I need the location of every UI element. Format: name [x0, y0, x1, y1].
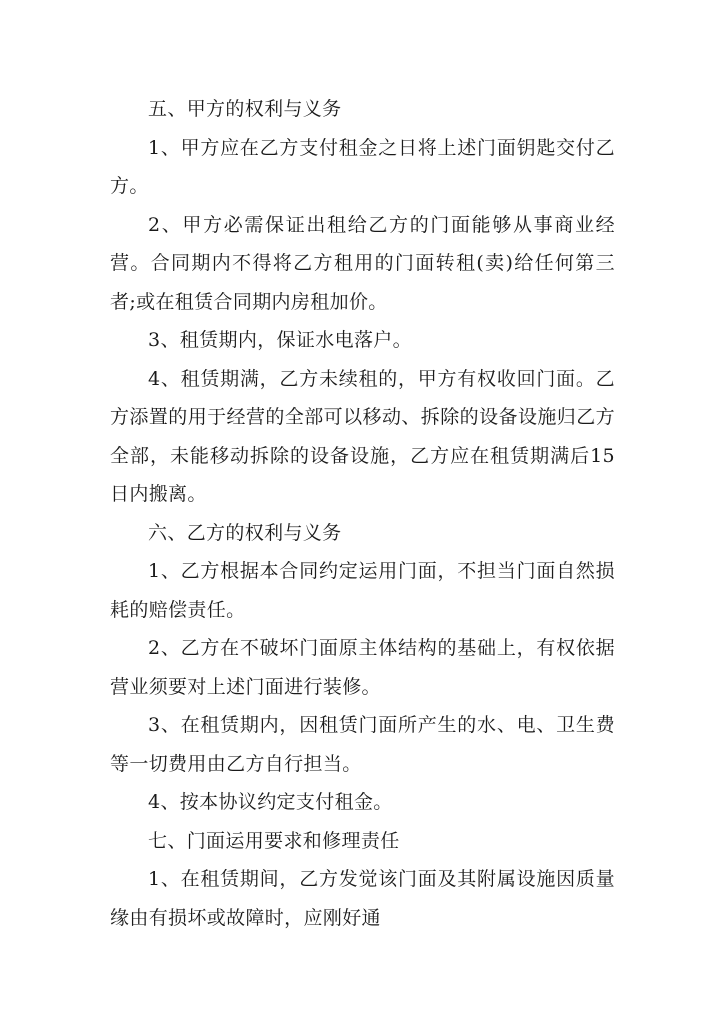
clause-5-4: 4、租赁期满，乙方未续租的，甲方有权收回门面。乙方添置的用于经营的全部可以移动、拆除的设备设施归乙方全部，未能移动拆除的设备设施，乙方应在租赁期满后15日内搬离。 [110, 367, 615, 505]
clause-6-2: 2、乙方在不破坏门面原主体结构的基础上，有权依据营业须要对上述门面进行装修。 [110, 637, 615, 698]
clause-5-3: 3、租赁期内，保证水电落户。 [148, 329, 412, 351]
section-heading-6: 六、乙方的权利与义务 [148, 521, 342, 544]
clause-7-1: 1、在租赁期间，乙方发觉该门面及其附属设施因质量缘由有损坏或故障时，应刚好通 [110, 868, 615, 929]
clause-5-2: 2、甲方必需保证出租给乙方的门面能够从事商业经营。合同期内不得将乙方租用的门面转租(卖)给任何第三者;或在租赁合同期内房租加价。 [110, 213, 615, 313]
clause-6-4: 4、按本协议约定支付租金。 [148, 791, 393, 813]
section-heading-7: 七、门面运用要求和修理责任 [148, 829, 400, 852]
clause-5-1: 1、甲方应在乙方支付租金之日将上述门面钥匙交付乙方。 [110, 136, 615, 197]
document-body [110, 90, 615, 937]
section-heading-5: 五、甲方的权利与义务 [148, 98, 342, 120]
clause-6-1: 1、乙方根据本合同约定运用门面，不担当门面自然损耗的赔偿责任。 [110, 560, 615, 621]
clause-6-3: 3、在租赁期内，因租赁门面所产生的水、电、卫生费等一切费用由乙方自行担当。 [110, 714, 615, 775]
